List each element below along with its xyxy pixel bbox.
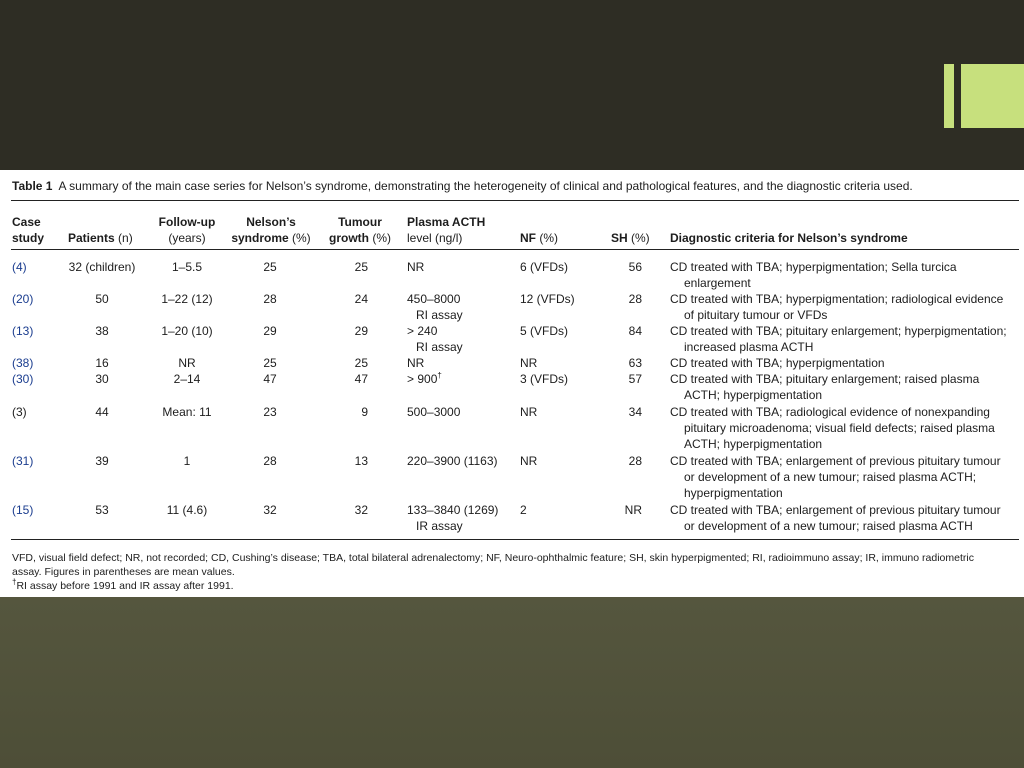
tumour-cell: 29 <box>354 324 368 338</box>
footnote-mean: assay. Figures in parentheses are mean values. <box>12 566 235 578</box>
followup-cell: 1–5.5 <box>171 260 203 274</box>
sh-cell: 28 <box>628 454 642 468</box>
nf-cell: 2 <box>520 503 527 517</box>
followup-cell: 2–14 <box>173 372 201 386</box>
tumour-cell: 13 <box>354 454 368 468</box>
case-ref[interactable]: (15) <box>12 503 34 517</box>
acth-cell: > 900† <box>407 371 442 386</box>
nf-cell: NR <box>520 405 538 419</box>
acth-cell: 220–3900 (1163) <box>407 454 498 468</box>
sh-cell: 57 <box>628 372 642 386</box>
case-ref[interactable]: (3) <box>12 405 27 419</box>
nelson-cell: 28 <box>263 454 277 468</box>
patients-cell: 53 <box>95 503 109 517</box>
case-ref[interactable]: (30) <box>12 372 34 386</box>
criteria-cell: CD treated with TBA; enlargement of previous pituitary tumour or development of a new tumour; raised plasma ACTH <box>670 503 1001 533</box>
acth-cell: 133–3840 (1269) IR assay <box>407 503 499 533</box>
sh-cell: 28 <box>628 292 642 306</box>
header-case-study: Case study <box>12 215 45 245</box>
accent-bar-left <box>944 64 954 128</box>
nf-cell: NR <box>520 356 538 370</box>
caption-label: Table 1 <box>12 179 53 193</box>
criteria-cell: CD treated with TBA; radiological evidence of nonexpanding pituitary microadenoma; visual field defects; raised plasma ACTH; hyperpigmentation <box>670 405 995 451</box>
header-sh: SH (%) <box>611 231 650 245</box>
table-caption <box>12 179 913 193</box>
acth-cell: 450–8000 RI assay <box>407 292 463 322</box>
followup-cell: Mean: 11 <box>162 405 212 419</box>
header-nelson: Nelson’s syndrome (%) <box>231 215 311 245</box>
followup-cell: 1–20 (10) <box>161 324 213 338</box>
sh-cell: 56 <box>628 260 642 274</box>
rule-bottom <box>11 539 1019 540</box>
patients-cell: 16 <box>95 356 109 370</box>
sh-cell: 34 <box>628 405 642 419</box>
case-ref[interactable]: (4) <box>12 260 27 274</box>
followup-cell: 1 <box>183 454 191 468</box>
case-ref[interactable]: (20) <box>12 292 34 306</box>
accent-bar-right <box>961 64 1024 128</box>
criteria-cell: CD treated with TBA; hyperpigmentation <box>670 356 885 370</box>
rule-header <box>11 249 1019 250</box>
acth-cell: NR <box>407 356 425 370</box>
tumour-cell: 25 <box>354 260 368 274</box>
followup-cell: 1–22 (12) <box>161 292 213 306</box>
followup-cell: NR <box>178 356 196 370</box>
nelson-cell: 25 <box>263 260 277 274</box>
nelson-cell: 32 <box>263 503 277 517</box>
criteria-cell: CD treated with TBA; enlargement of previous pituitary tumour or development of a new tumour; raised plasma ACTH; hyperpigmentation <box>670 454 1001 500</box>
nf-cell: 5 (VFDs) <box>520 324 568 338</box>
acth-cell: > 240 RI assay <box>407 324 463 354</box>
nelson-cell: 47 <box>263 372 277 386</box>
header-tumour: Tumour growth (%) <box>328 215 391 245</box>
acth-cell: NR <box>407 260 425 274</box>
header-nf: NF (%) <box>520 231 559 245</box>
case-ref[interactable]: (38) <box>12 356 34 370</box>
criteria-cell: CD treated with TBA; pituitary enlargement; hyperpigmentation; increased plasma ACTH <box>670 324 1007 354</box>
tumour-cell: 47 <box>354 372 368 386</box>
tumour-cell: 9 <box>361 405 368 419</box>
sh-cell: 63 <box>628 356 642 370</box>
nelson-cell: 29 <box>263 324 277 338</box>
nelson-cell: 28 <box>263 292 277 306</box>
header-followup: Follow-up (years) <box>158 215 216 245</box>
nelson-cell: 25 <box>263 356 277 370</box>
sh-cell: 84 <box>628 324 642 338</box>
case-ref[interactable]: (13) <box>12 324 34 338</box>
header-acth: Plasma ACTH level (ng/l) <box>407 215 486 245</box>
case-ref[interactable]: (31) <box>12 454 34 468</box>
sh-cell: NR <box>624 503 642 517</box>
patients-cell: 38 <box>95 324 109 338</box>
patients-cell: 44 <box>95 405 109 419</box>
footnote-abbrev: VFD, visual field defect; NR, not recorded; CD, Cushing’s disease; TBA, total bilateral adrenalectomy; NF, Neuro-ophthalmic feature; SH, skin hyperpigmented; RI, radioimmuno assay; IR, immuno radiometric <box>12 552 974 564</box>
nf-cell: 3 (VFDs) <box>520 372 568 386</box>
nf-cell: 6 (VFDs) <box>520 260 568 274</box>
rule-top <box>11 200 1019 201</box>
followup-cell: 11 (4.6) <box>166 503 208 517</box>
tumour-cell: 25 <box>354 356 368 370</box>
table-panel <box>0 170 1024 597</box>
nelson-cell: 23 <box>263 405 277 419</box>
tumour-cell: 32 <box>354 503 368 517</box>
tumour-cell: 24 <box>354 292 368 306</box>
header-patients: Patients (n) <box>68 231 133 245</box>
criteria-cell: CD treated with TBA; pituitary enlargement; raised plasma ACTH; hyperpigmentation <box>670 372 980 402</box>
nf-cell: NR <box>520 454 538 468</box>
footer-band <box>0 597 1024 768</box>
caption-text: A summary of the main case series for Nelson’s syndrome, demonstrating the heterogeneity of clinical and pathological features, and the diagnostic criteria used. <box>58 179 913 193</box>
patients-cell: 50 <box>95 292 109 306</box>
nf-cell: 12 (VFDs) <box>520 292 575 306</box>
patients-cell: 32 (children) <box>68 260 136 274</box>
header-criteria: Diagnostic criteria for Nelson’s syndrome <box>670 231 908 245</box>
patients-cell: 30 <box>95 372 109 386</box>
criteria-cell: CD treated with TBA; hyperpigmentation; Sella turcica enlargement <box>670 260 957 290</box>
acth-cell: 500–3000 <box>407 405 461 419</box>
title-band <box>0 0 1024 170</box>
patients-cell: 39 <box>95 454 109 468</box>
criteria-cell: CD treated with TBA; hyperpigmentation; radiological evidence of pituitary tumour or VFDs <box>670 292 1004 322</box>
footnote-dagger: †RI assay before 1991 and IR assay after 1991. <box>12 577 234 592</box>
